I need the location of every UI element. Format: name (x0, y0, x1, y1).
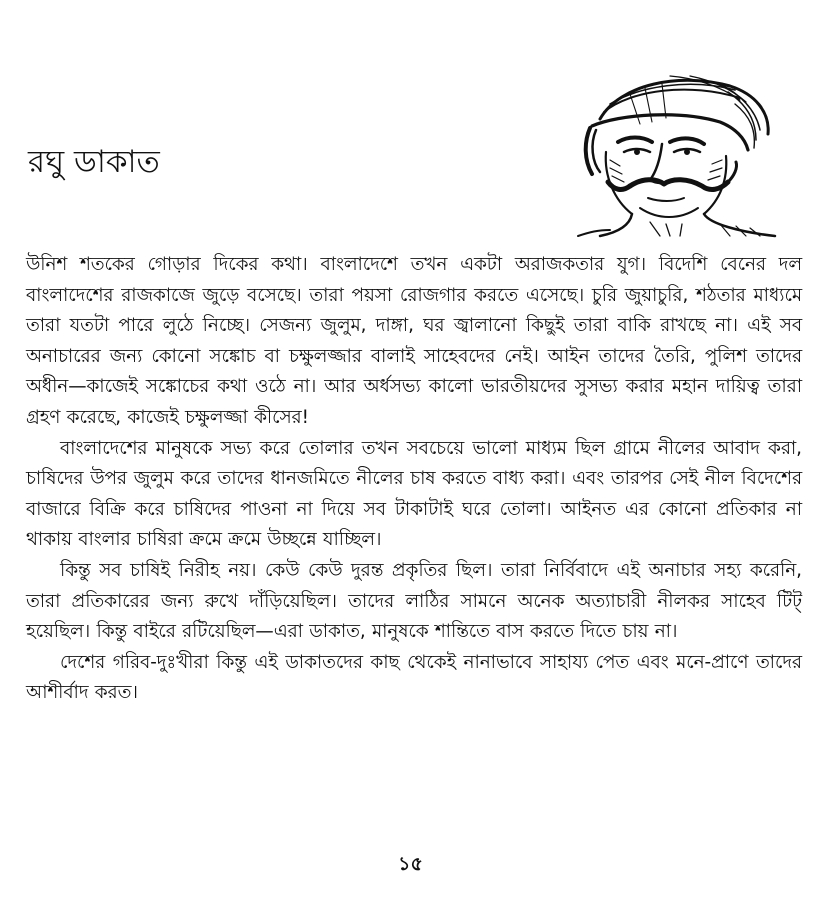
turbaned-man-portrait-icon (570, 64, 785, 239)
story-title: রঘু ডাকাত (28, 144, 160, 180)
story-body (26, 250, 802, 709)
paragraph-3: কিন্তু সব চাষিই নিরীহ নয়। কেউ কেউ দুরন্ত প্রকৃতির ছিল। তারা নির্বিবাদে এই অনাচার সহ্য করেনি, তারা প্রতিকারের জন্য রুখে দাঁড়িয়েছিল। তাদের লাঠির সামনে অনেক অত্যাচারী নীলকর সাহেব টিট্ হয়েছিল। কিন্তু বাইরে রটিয়েছিল—এরা ডাকাত, মানুষকে শান্তিতে বাস করতে দিতে চায় না। (26, 559, 802, 643)
paragraph-2: বাংলাদেশের মানুষকে সভ্য করে তোলার তখন সবচেয়ে ভালো মাধ্যম ছিল গ্রামে নীলের আবাদ করা, চাষিদের উপর জুলুম করে তাদের ধানজমিতে নীলের চাষ করতে বাধ্য করা। এবং তারপর সেই নীল বিদেশের বাজারে বিক্রি করে চাষিদের পাওনা না দিয়ে সব টাকাটাই ঘরে তোলা। আইনত এর কোনো প্রতিকার না থাকায় বাংলার চাষিরা ক্রমে ক্রমে উচ্ছন্নে যাচ্ছিল। (26, 437, 802, 551)
page-number: ১৫ (398, 853, 423, 875)
paragraph-1: উনিশ শতকের গোড়ার দিকের কথা। বাংলাদেশে তখন একটা অরাজকতার যুগ। বিদেশি বেনের দল বাংলাদেশের রাজকাজে জুড়ে বসেছে। তারা পয়সা রোজগার করতে এসেছে। চুরি জুয়াচুরি, শঠতার মাধ্যমে তারা যতটা পারে লুঠে নিচ্ছে। সেজন্য জুলুম, দাঙ্গা, ঘর জ্বালানো কিছুই তারা বাকি রাখছে না। এই সব অনাচারের জন্য কোনো সঙ্কোচ বা চক্ষুলজ্জার বালাই সাহেবদের নেই। আইন তাদের তৈরি, পুলিশ তাদের অধীন—কাজেই সঙ্কোচের কথা ওঠে না। আর অর্ধসভ্য কালো ভারতীয়দের সুসভ্য করার মহান দায়িত্ব তারা গ্রহণ করেছে, কাজেই চক্ষুলজ্জা কীসের! (26, 254, 802, 428)
paragraph-4: দেশের গরিব-দুঃখীরা কিন্তু এই ডাকাতদের কাছ থেকেই নানাভাবে সাহায্য পেত এবং মনে-প্রাণে তাদের আশীর্বাদ করত। (26, 651, 802, 704)
